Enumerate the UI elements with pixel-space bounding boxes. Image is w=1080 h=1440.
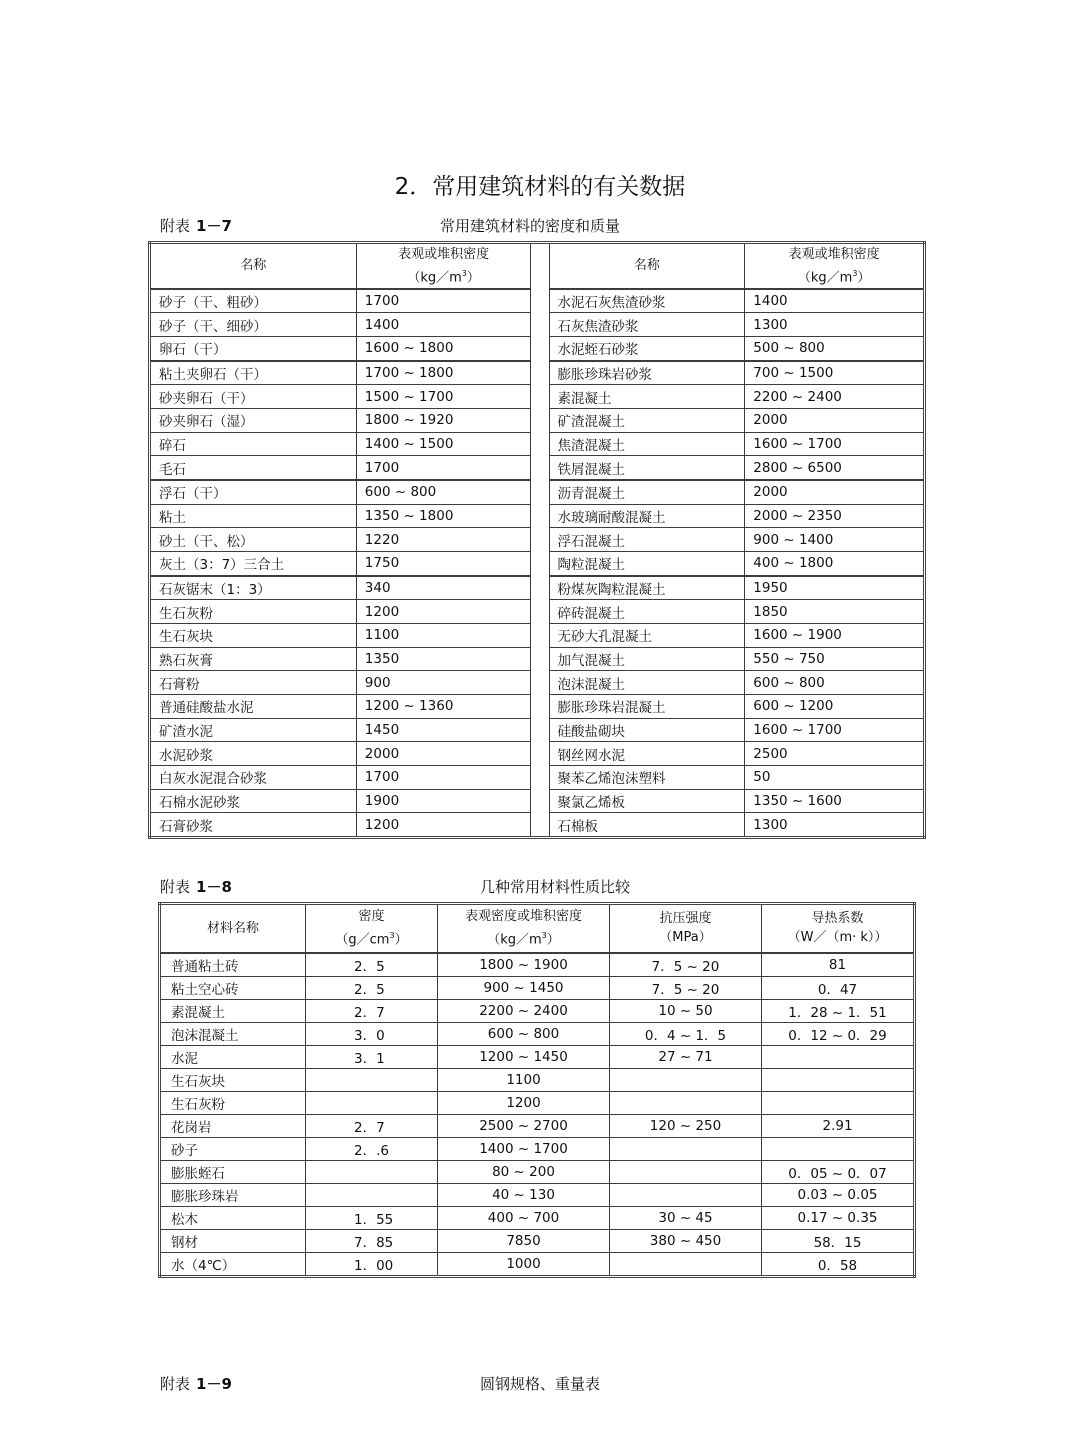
density-left: 1700 (356, 289, 531, 313)
density-right: 2200 ~ 2400 (745, 385, 925, 409)
density-left: 1450 (356, 718, 531, 742)
cell-thermal: 2.91 (762, 1114, 915, 1137)
density-right: 2000 (745, 480, 925, 504)
cell-bulk: 7850 (438, 1229, 610, 1252)
column-gap (531, 243, 549, 289)
material-name-left: 砂夹卵石（干） (150, 385, 357, 409)
density-right: 1600 ~ 1900 (745, 623, 925, 647)
unit-b: ） (857, 269, 871, 285)
table3-caption: 圆钢规格、重量表 (479, 1375, 600, 1393)
table-row (150, 408, 925, 432)
cell-thermal: 0.03 ~ 0.05 (762, 1183, 915, 1206)
cell-strength: 27 ~ 71 (610, 1045, 762, 1068)
cell-density: 2．5 (306, 953, 438, 977)
cell-name: 泡沫混凝土 (160, 1022, 306, 1045)
column-gap (531, 576, 549, 600)
density-right: 1350 ~ 1600 (745, 789, 925, 813)
column-gap (531, 432, 549, 456)
table-row (160, 1022, 915, 1045)
cell-name: 水泥 (160, 1045, 306, 1068)
material-name-right: 水泥石灰焦渣砂浆 (549, 289, 745, 313)
cell-strength (610, 1183, 762, 1206)
density-table (148, 241, 926, 839)
header-density-l2 (306, 926, 437, 949)
table2-label-num: 1－8 (196, 878, 232, 896)
column-gap (531, 480, 549, 504)
cell-thermal (762, 1045, 915, 1068)
table-row (160, 999, 915, 1022)
cell-name: 钢材 (160, 1229, 306, 1252)
material-name-left: 砂子（干、粗砂） (150, 289, 357, 313)
density-right: 2000 ~ 2350 (745, 504, 925, 528)
column-gap (531, 336, 549, 360)
cell-density: 3．1 (306, 1045, 438, 1068)
material-name-right: 粉煤灰陶粒混凝土 (549, 576, 745, 600)
density-right: 1300 (745, 813, 925, 838)
header-bulk-l2 (438, 926, 609, 949)
table-row (150, 432, 925, 456)
column-gap (531, 361, 549, 385)
cell-strength (610, 1091, 762, 1114)
cell-bulk: 1200 ~ 1450 (438, 1045, 610, 1068)
cell-strength (610, 1160, 762, 1183)
cell-strength (610, 1252, 762, 1276)
density-right: 1850 (745, 600, 925, 624)
material-name-left: 石棉水泥砂浆 (150, 789, 357, 813)
header-strength (610, 904, 762, 953)
table-row (160, 1206, 915, 1229)
cell-name: 素混凝土 (160, 999, 306, 1022)
table1-caption: 常用建筑材料的密度和质量 (439, 217, 620, 235)
material-name-right: 膨胀珍珠岩混凝土 (549, 694, 745, 718)
cell-bulk: 1200 (438, 1091, 610, 1114)
material-name-right: 硅酸盐砌块 (549, 718, 745, 742)
cell-density: 2．7 (306, 1114, 438, 1137)
material-name-right: 膨胀珍珠岩砂浆 (549, 361, 745, 385)
column-gap (531, 528, 549, 552)
unit-b: ） (394, 932, 408, 948)
table1-label-prefix: 附表 (160, 217, 191, 235)
header-density (306, 904, 438, 953)
table-row (150, 551, 925, 575)
density-right: 1600 ~ 1700 (745, 432, 925, 456)
cell-bulk: 1000 (438, 1252, 610, 1276)
table-row (160, 1114, 915, 1137)
header-density-l1: 密度 (358, 909, 385, 925)
density-right: 1600 ~ 1700 (745, 718, 925, 742)
material-name-right: 聚苯乙烯泡沫塑料 (549, 765, 745, 789)
cell-bulk: 80 ~ 200 (438, 1160, 610, 1183)
material-name-left: 砂土（干、松） (150, 528, 357, 552)
table-row (150, 289, 925, 313)
cell-bulk: 400 ~ 700 (438, 1206, 610, 1229)
density-right: 1300 (745, 313, 925, 337)
table-row (150, 528, 925, 552)
density-left: 1400 ~ 1500 (356, 432, 531, 456)
table-row (150, 813, 925, 838)
material-name-left: 毛石 (150, 456, 357, 480)
column-gap (531, 551, 549, 575)
cell-thermal: 1．28 ~ 1．51 (762, 999, 915, 1022)
cell-strength: 7．5 ~ 20 (610, 976, 762, 999)
table-row (150, 742, 925, 766)
density-right: 600 ~ 800 (745, 671, 925, 695)
table-row (150, 576, 925, 600)
table2-caption: 几种常用材料性质比较 (479, 878, 630, 896)
column-gap (531, 289, 549, 313)
cell-strength: 7．5 ~ 20 (610, 953, 762, 977)
cell-thermal (762, 1091, 915, 1114)
material-name-right: 石棉板 (549, 813, 745, 838)
material-name-right: 焦渣混凝土 (549, 432, 745, 456)
cell-strength (610, 1137, 762, 1160)
cell-density (306, 1068, 438, 1091)
density-left: 1800 ~ 1920 (356, 408, 531, 432)
material-name-right: 石灰焦渣砂浆 (549, 313, 745, 337)
column-gap (531, 408, 549, 432)
table-row (160, 1091, 915, 1114)
density-right: 1950 (745, 576, 925, 600)
material-name-right: 聚氯乙烯板 (549, 789, 745, 813)
density-right: 900 ~ 1400 (745, 528, 925, 552)
density-left: 1700 ~ 1800 (356, 361, 531, 385)
material-name-right: 浮石混凝土 (549, 528, 745, 552)
table-row (150, 671, 925, 695)
unit-a: （g／cm (335, 932, 390, 948)
density-right: 50 (745, 765, 925, 789)
density-left: 1600 ~ 1800 (356, 336, 531, 360)
header-name-left: 名称 (150, 243, 357, 289)
material-name-left: 粘土夹卵石（干） (150, 361, 357, 385)
page-title: 2．常用建筑材料的有关数据 (394, 174, 686, 200)
material-name-right: 碎砖混凝土 (549, 600, 745, 624)
cell-bulk: 1800 ~ 1900 (438, 953, 610, 977)
material-name-left: 粘土 (150, 504, 357, 528)
cell-thermal (762, 1137, 915, 1160)
cell-thermal: 0．58 (762, 1252, 915, 1276)
column-gap (531, 456, 549, 480)
unit-sup: 3 (541, 931, 547, 941)
cell-name: 生石灰粉 (160, 1091, 306, 1114)
header-density-line1: 表观或堆积密度 (398, 246, 490, 262)
table-row (150, 480, 925, 504)
table-header-row (150, 243, 925, 289)
table-row (150, 694, 925, 718)
cell-bulk: 1100 (438, 1068, 610, 1091)
cell-thermal: 58．15 (762, 1229, 915, 1252)
density-left: 1350 (356, 647, 531, 671)
material-name-left: 石膏粉 (150, 671, 357, 695)
table-row (150, 647, 925, 671)
cell-name: 松木 (160, 1206, 306, 1229)
table-row (150, 718, 925, 742)
density-right: 2500 (745, 742, 925, 766)
material-name-right: 沥青混凝土 (549, 480, 745, 504)
header-name-right: 名称 (549, 243, 745, 289)
density-right: 2800 ~ 6500 (745, 456, 925, 480)
density-left: 1750 (356, 551, 531, 575)
column-gap (531, 694, 549, 718)
header-density-left (356, 243, 531, 289)
unit-sup: 3 (461, 268, 467, 278)
column-gap (531, 385, 549, 409)
cell-bulk: 600 ~ 800 (438, 1022, 610, 1045)
header-material-name: 材料名称 (160, 904, 306, 953)
cell-strength: 0．4 ~ 1．5 (610, 1022, 762, 1045)
cell-thermal: 0．12 ~ 0．29 (762, 1022, 915, 1045)
header-density-right (745, 243, 925, 289)
material-name-left: 浮石（干） (150, 480, 357, 504)
cell-thermal (762, 1068, 915, 1091)
cell-strength: 380 ~ 450 (610, 1229, 762, 1252)
table-row (160, 1160, 915, 1183)
table2-label-prefix: 附表 (160, 878, 191, 896)
density-left: 2000 (356, 742, 531, 766)
cell-density: 1．55 (306, 1206, 438, 1229)
material-name-right: 无砂大孔混凝土 (549, 623, 745, 647)
material-name-left: 矿渣水泥 (150, 718, 357, 742)
density-left: 1500 ~ 1700 (356, 385, 531, 409)
unit-sup: 3 (852, 268, 858, 278)
cell-name: 水（4℃） (160, 1252, 306, 1276)
table-row (160, 953, 915, 977)
column-gap (531, 718, 549, 742)
density-left: 1200 (356, 600, 531, 624)
material-name-left: 灰土（3：7）三合土 (150, 551, 357, 575)
table-row (150, 336, 925, 360)
table-row (150, 361, 925, 385)
column-gap (531, 813, 549, 838)
table2-label (160, 876, 232, 897)
density-right: 2000 (745, 408, 925, 432)
material-name-right: 矿渣混凝土 (549, 408, 745, 432)
cell-bulk: 1400 ~ 1700 (438, 1137, 610, 1160)
properties-table (158, 902, 916, 1278)
material-name-left: 普通硅酸盐水泥 (150, 694, 357, 718)
header-bulk-l1: 表观密度或堆积密度 (464, 909, 582, 925)
cell-thermal: 0.17 ~ 0.35 (762, 1206, 915, 1229)
column-gap (531, 313, 549, 337)
table-header-row (160, 904, 915, 953)
column-gap (531, 623, 549, 647)
cell-name: 生石灰块 (160, 1068, 306, 1091)
cell-strength: 30 ~ 45 (610, 1206, 762, 1229)
cell-density: 2．7 (306, 999, 438, 1022)
cell-density: 2．.6 (306, 1137, 438, 1160)
density-left: 1220 (356, 528, 531, 552)
material-name-left: 生石灰块 (150, 623, 357, 647)
material-name-right: 陶粒混凝土 (549, 551, 745, 575)
header-density-unit (745, 264, 923, 287)
material-name-right: 水玻璃耐酸混凝土 (549, 504, 745, 528)
cell-density: 7．85 (306, 1229, 438, 1252)
density-left: 1350 ~ 1800 (356, 504, 531, 528)
material-name-right: 素混凝土 (549, 385, 745, 409)
material-name-left: 熟石灰膏 (150, 647, 357, 671)
cell-name: 粘土空心砖 (160, 976, 306, 999)
density-left: 1400 (356, 313, 531, 337)
material-name-right: 钢丝网水泥 (549, 742, 745, 766)
material-name-left: 卵石（干） (150, 336, 357, 360)
cell-name: 砂子 (160, 1137, 306, 1160)
column-gap (531, 647, 549, 671)
cell-name: 膨胀蛭石 (160, 1160, 306, 1183)
column-gap (531, 789, 549, 813)
material-name-right: 水泥蛭石砂浆 (549, 336, 745, 360)
cell-thermal: 81 (762, 953, 915, 977)
header-bulk-density (438, 904, 610, 953)
material-name-left: 生石灰粉 (150, 600, 357, 624)
header-thermal (762, 904, 915, 953)
material-name-right: 加气混凝土 (549, 647, 745, 671)
table-row (150, 600, 925, 624)
table-row (160, 1045, 915, 1068)
density-left: 1900 (356, 789, 531, 813)
table-row (150, 623, 925, 647)
unit-sup: 3 (389, 931, 395, 941)
cell-name: 膨胀珍珠岩 (160, 1183, 306, 1206)
table1-label-num: 1－7 (196, 217, 232, 235)
material-name-left: 石灰锯末（1：3） (150, 576, 357, 600)
material-name-left: 砂夹卵石（湿） (150, 408, 357, 432)
cell-strength (610, 1068, 762, 1091)
table-row (150, 313, 925, 337)
table-row (150, 456, 925, 480)
table3-label-prefix: 附表 (160, 1375, 191, 1393)
table-row (150, 789, 925, 813)
cell-density (306, 1091, 438, 1114)
cell-bulk: 40 ~ 130 (438, 1183, 610, 1206)
table-row (160, 1252, 915, 1276)
material-name-right: 泡沫混凝土 (549, 671, 745, 695)
column-gap (531, 504, 549, 528)
table-row (160, 976, 915, 999)
table-row (160, 1229, 915, 1252)
header-strength-l2: （MPa） (659, 930, 712, 946)
density-right: 550 ~ 750 (745, 647, 925, 671)
material-name-left: 碎石 (150, 432, 357, 456)
density-right: 1400 (745, 289, 925, 313)
density-left: 1700 (356, 456, 531, 480)
column-gap (531, 600, 549, 624)
material-name-left: 水泥砂浆 (150, 742, 357, 766)
table-row (150, 504, 925, 528)
density-right: 600 ~ 1200 (745, 694, 925, 718)
column-gap (531, 742, 549, 766)
table-row (150, 765, 925, 789)
cell-density: 1．00 (306, 1252, 438, 1276)
density-right: 500 ~ 800 (745, 336, 925, 360)
cell-name: 普通粘土砖 (160, 953, 306, 977)
cell-bulk: 2200 ~ 2400 (438, 999, 610, 1022)
table-row (160, 1183, 915, 1206)
header-density-unit (357, 264, 531, 287)
table-row (160, 1137, 915, 1160)
density-right: 400 ~ 1800 (745, 551, 925, 575)
density-left: 1100 (356, 623, 531, 647)
cell-density: 2．5 (306, 976, 438, 999)
cell-thermal: 0．05 ~ 0．07 (762, 1160, 915, 1183)
cell-bulk: 900 ~ 1450 (438, 976, 610, 999)
density-left: 900 (356, 671, 531, 695)
density-left: 600 ~ 800 (356, 480, 531, 504)
unit-a: （kg／m (407, 269, 462, 285)
unit-b: ） (546, 932, 560, 948)
density-left: 340 (356, 576, 531, 600)
cell-density: 3．0 (306, 1022, 438, 1045)
material-name-left: 砂子（干、细砂） (150, 313, 357, 337)
unit-b: ） (466, 269, 480, 285)
density-left: 1200 (356, 813, 531, 838)
table3-label (160, 1373, 232, 1394)
cell-bulk: 2500 ~ 2700 (438, 1114, 610, 1137)
material-name-right: 铁屑混凝土 (549, 456, 745, 480)
cell-strength: 10 ~ 50 (610, 999, 762, 1022)
cell-name: 花岗岩 (160, 1114, 306, 1137)
material-name-left: 石膏砂浆 (150, 813, 357, 838)
material-name-left: 白灰水泥混合砂浆 (150, 765, 357, 789)
table1-label (160, 215, 232, 236)
column-gap (531, 765, 549, 789)
header-density-line1: 表观或堆积密度 (788, 246, 880, 262)
cell-strength: 120 ~ 250 (610, 1114, 762, 1137)
table-row (150, 385, 925, 409)
density-left: 1700 (356, 765, 531, 789)
unit-a: （kg／m (797, 269, 853, 285)
cell-thermal: 0．47 (762, 976, 915, 999)
column-gap (531, 671, 549, 695)
cell-density (306, 1160, 438, 1183)
header-thermal-l2: （W／（m· k）） (787, 930, 888, 946)
density-right: 700 ~ 1500 (745, 361, 925, 385)
unit-a: （kg／m (487, 932, 542, 948)
table3-label-num: 1－9 (196, 1375, 232, 1393)
header-thermal-l1: 导热系数 (811, 911, 864, 927)
cell-density (306, 1183, 438, 1206)
density-left: 1200 ~ 1360 (356, 694, 531, 718)
header-strength-l1: 抗压强度 (659, 911, 712, 927)
table-row (160, 1068, 915, 1091)
